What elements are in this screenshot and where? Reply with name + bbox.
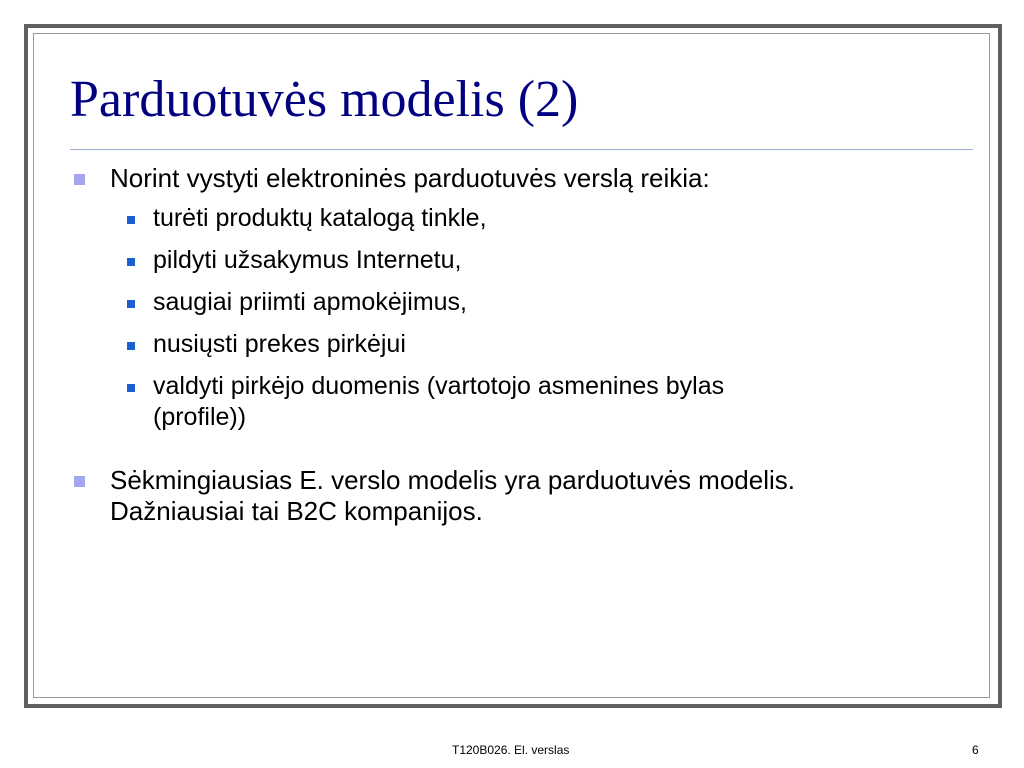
square-bullet-icon: [74, 476, 85, 487]
square-bullet-icon: [127, 258, 135, 266]
sub-bullet-item: [110, 287, 960, 318]
title-divider: [70, 149, 973, 150]
sub-bullet-text: pildyti užsakymus Internetu,: [153, 246, 462, 274]
sub-bullet-text: nusiųsti prekes pirkėjui: [153, 330, 406, 358]
sub-bullet-text: turėti produktų katalogą tinkle,: [153, 204, 487, 232]
bullet-text-line: Sėkmingiausias E. verslo modelis yra parduotuvės modelis.: [110, 465, 795, 495]
sub-bullet-item: [110, 245, 960, 276]
square-bullet-icon: [127, 342, 135, 350]
square-bullet-icon: [127, 300, 135, 308]
square-bullet-icon: [127, 384, 135, 392]
bullet-text-line: Dažniausiai tai B2C kompanijos.: [110, 496, 483, 526]
sub-bullet-list: [110, 203, 960, 433]
bullet-item-store-model: [70, 465, 960, 527]
sub-bullet-item: [110, 371, 960, 433]
sub-bullet-text-line: (profile)): [153, 403, 247, 431]
bullet-list: [70, 163, 960, 527]
bullet-item-requirements: [70, 163, 960, 433]
footer-page-number: 6: [972, 743, 979, 757]
sub-bullet-item: [110, 329, 960, 360]
footer-course-label: T120B026. El. verslas: [452, 743, 570, 757]
sub-bullet-text-line: valdyti pirkėjo duomenis (vartotojo asmenines bylas: [153, 372, 725, 400]
slide-title: Parduotuvės modelis (2): [70, 71, 579, 128]
square-bullet-icon: [127, 216, 135, 224]
sub-bullet-item: [110, 203, 960, 234]
square-bullet-icon: [74, 174, 85, 185]
sub-bullet-text: saugiai priimti apmokėjimus,: [153, 288, 468, 316]
bullet-text: Norint vystyti elektroninės parduotuvės verslą reikia:: [110, 163, 710, 193]
